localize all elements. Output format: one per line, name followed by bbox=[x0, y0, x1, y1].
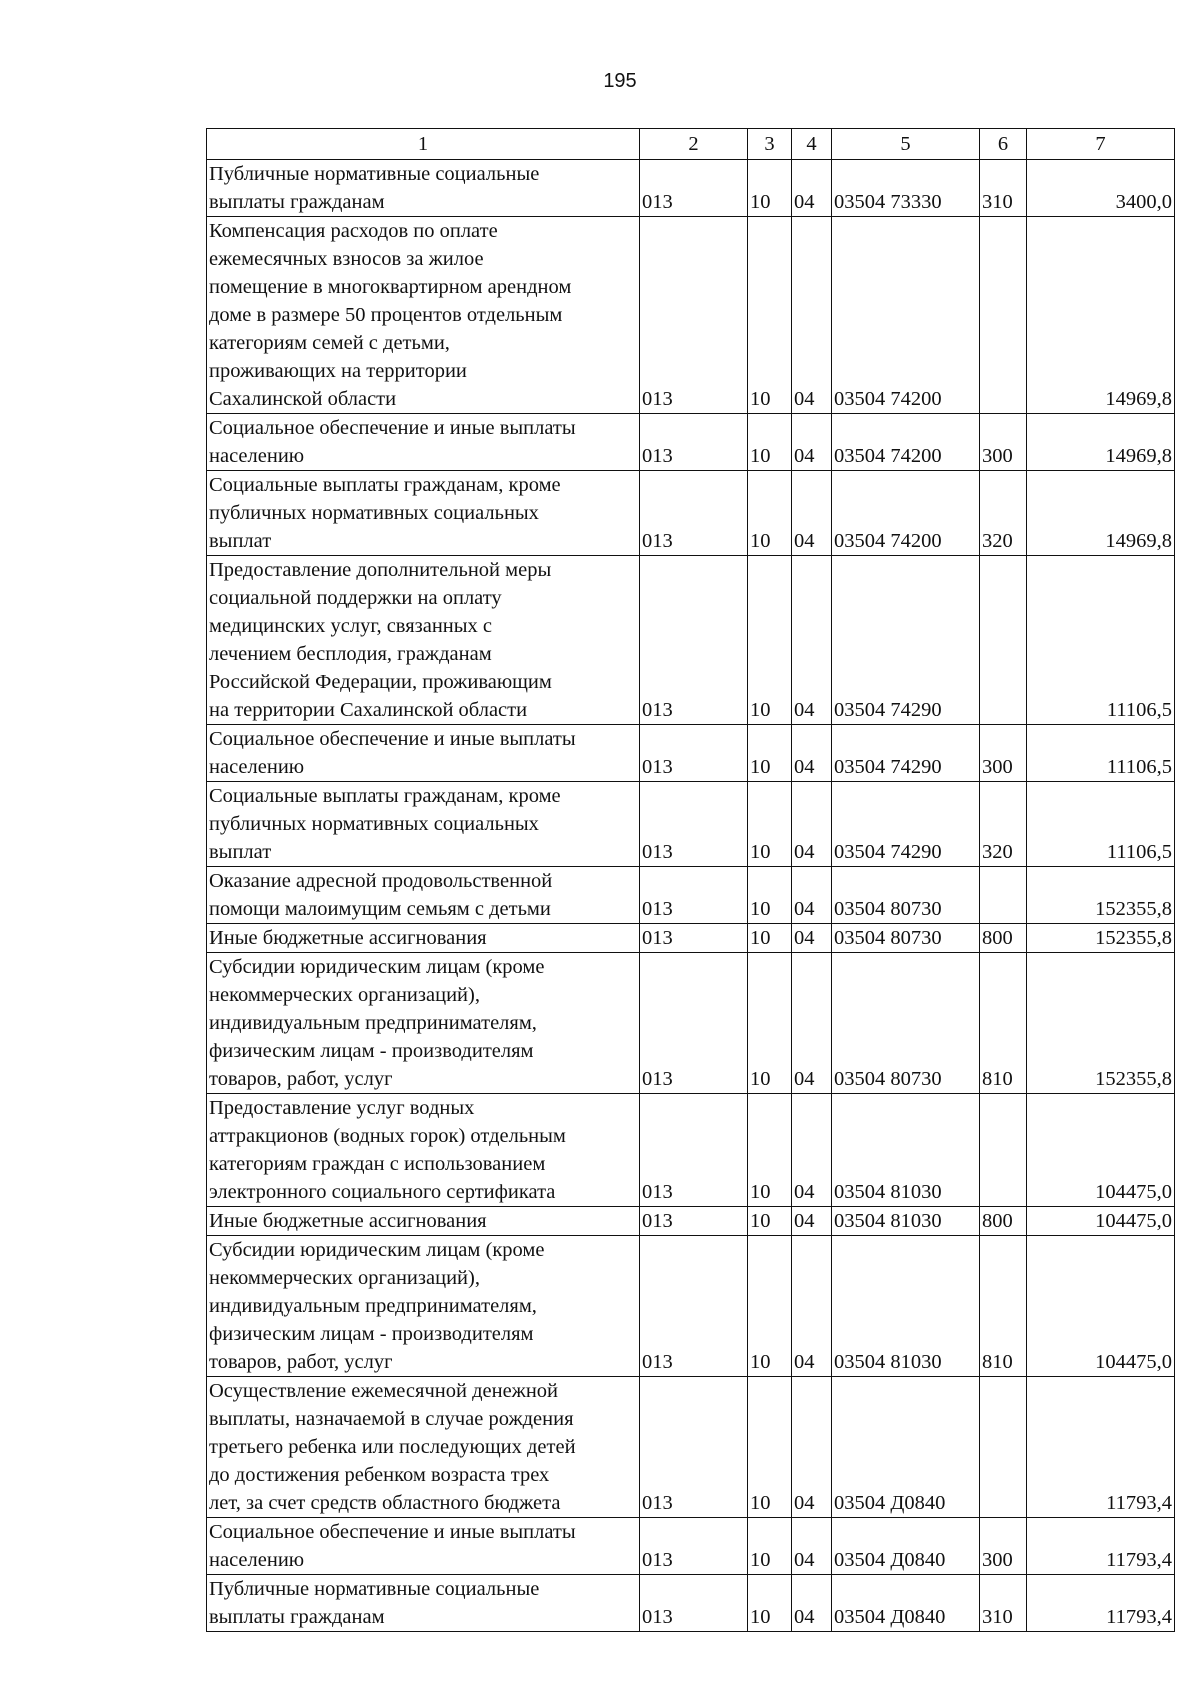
table-row bbox=[207, 1518, 1175, 1575]
row-amount: 14969,8 bbox=[1027, 471, 1175, 556]
row-code-ministry: 013 bbox=[640, 1575, 748, 1632]
row-amount: 11793,4 bbox=[1027, 1518, 1175, 1575]
row-description: Субсидии юридическим лицам (кроме некоммерческих организаций), индивидуальным предпринимателям, физическим лицам - производителям товаров, работ, услуг bbox=[207, 1236, 640, 1377]
row-description: Социальное обеспечение и иные выплаты населению bbox=[207, 1518, 640, 1575]
row-amount: 11106,5 bbox=[1027, 782, 1175, 867]
row-amount: 14969,8 bbox=[1027, 217, 1175, 414]
row-code-expense-type: 800 bbox=[980, 1207, 1027, 1236]
header-cell: 4 bbox=[792, 129, 832, 160]
row-code-ministry: 013 bbox=[640, 953, 748, 1094]
row-code-expense-type: 800 bbox=[980, 924, 1027, 953]
table-row bbox=[207, 1207, 1175, 1236]
header-cell: 7 bbox=[1027, 129, 1175, 160]
row-code-expense-type: 300 bbox=[980, 725, 1027, 782]
row-code-ministry: 013 bbox=[640, 1094, 748, 1207]
table-row bbox=[207, 725, 1175, 782]
row-code-section: 10 bbox=[748, 414, 792, 471]
table-header-row bbox=[207, 129, 1175, 160]
row-code-target: 03504 81030 bbox=[832, 1094, 980, 1207]
row-code-section: 10 bbox=[748, 160, 792, 217]
row-code-section: 10 bbox=[748, 725, 792, 782]
row-description: Иные бюджетные ассигнования bbox=[207, 924, 640, 953]
row-code-section: 10 bbox=[748, 1236, 792, 1377]
row-code-subsection: 04 bbox=[792, 1236, 832, 1377]
row-code-subsection: 04 bbox=[792, 160, 832, 217]
row-description: Социальное обеспечение и иные выплаты населению bbox=[207, 725, 640, 782]
row-amount: 152355,8 bbox=[1027, 953, 1175, 1094]
row-description: Публичные нормативные социальные выплаты гражданам bbox=[207, 1575, 640, 1632]
table-row bbox=[207, 1236, 1175, 1377]
row-code-expense-type bbox=[980, 217, 1027, 414]
row-code-expense-type bbox=[980, 1094, 1027, 1207]
row-code-ministry: 013 bbox=[640, 1236, 748, 1377]
table-row bbox=[207, 1575, 1175, 1632]
row-amount: 104475,0 bbox=[1027, 1207, 1175, 1236]
row-description: Осуществление ежемесячной денежной выплаты, назначаемой в случае рождения третьего ребенка или последующих детей до достижения ребенком возраста трех лет, за счет средств областного бюджета bbox=[207, 1377, 640, 1518]
row-description: Субсидии юридическим лицам (кроме некоммерческих организаций), индивидуальным предпринимателям, физическим лицам - производителям товаров, работ, услуг bbox=[207, 953, 640, 1094]
row-amount: 11793,4 bbox=[1027, 1377, 1175, 1518]
row-code-target: 03504 74290 bbox=[832, 556, 980, 725]
header-cell: 2 bbox=[640, 129, 748, 160]
row-code-expense-type: 320 bbox=[980, 782, 1027, 867]
row-description: Социальные выплаты гражданам, кроме публичных нормативных социальных выплат bbox=[207, 782, 640, 867]
row-amount: 152355,8 bbox=[1027, 867, 1175, 924]
row-code-section: 10 bbox=[748, 1094, 792, 1207]
table-row bbox=[207, 953, 1175, 1094]
page-number: 195 bbox=[603, 70, 637, 92]
header-cell: 3 bbox=[748, 129, 792, 160]
table-row bbox=[207, 217, 1175, 414]
table-row bbox=[207, 160, 1175, 217]
row-amount: 14969,8 bbox=[1027, 414, 1175, 471]
row-code-target: 03504 74200 bbox=[832, 471, 980, 556]
row-amount: 3400,0 bbox=[1027, 160, 1175, 217]
row-code-subsection: 04 bbox=[792, 1207, 832, 1236]
row-code-target: 03504 Д0840 bbox=[832, 1377, 980, 1518]
row-code-target: 03504 80730 bbox=[832, 867, 980, 924]
table-row bbox=[207, 414, 1175, 471]
row-code-section: 10 bbox=[748, 782, 792, 867]
row-code-subsection: 04 bbox=[792, 782, 832, 867]
row-code-target: 03504 74200 bbox=[832, 414, 980, 471]
row-code-expense-type: 310 bbox=[980, 160, 1027, 217]
row-code-target: 03504 74200 bbox=[832, 217, 980, 414]
row-code-subsection: 04 bbox=[792, 1377, 832, 1518]
table-row bbox=[207, 1377, 1175, 1518]
row-code-expense-type: 320 bbox=[980, 471, 1027, 556]
budget-table-body bbox=[207, 129, 1175, 1632]
row-code-section: 10 bbox=[748, 1518, 792, 1575]
table-row bbox=[207, 1094, 1175, 1207]
row-code-subsection: 04 bbox=[792, 414, 832, 471]
row-code-section: 10 bbox=[748, 924, 792, 953]
header-cell: 6 bbox=[980, 129, 1027, 160]
row-code-ministry: 013 bbox=[640, 556, 748, 725]
table-row bbox=[207, 556, 1175, 725]
table-row bbox=[207, 924, 1175, 953]
row-amount: 11106,5 bbox=[1027, 556, 1175, 725]
row-code-expense-type: 300 bbox=[980, 1518, 1027, 1575]
row-amount: 152355,8 bbox=[1027, 924, 1175, 953]
row-code-expense-type: 810 bbox=[980, 1236, 1027, 1377]
row-code-expense-type bbox=[980, 867, 1027, 924]
row-code-subsection: 04 bbox=[792, 1575, 832, 1632]
row-code-ministry: 013 bbox=[640, 1377, 748, 1518]
budget-table bbox=[206, 128, 1175, 1632]
row-amount: 104475,0 bbox=[1027, 1236, 1175, 1377]
row-description: Оказание адресной продовольственной помощи малоимущим семьям с детьми bbox=[207, 867, 640, 924]
row-description: Компенсация расходов по оплате ежемесячных взносов за жилое помещение в многоквартирном арендном доме в размере 50 процентов отдельным категориям семей с детьми, проживающих на территории Сахалинской области bbox=[207, 217, 640, 414]
row-description: Публичные нормативные социальные выплаты гражданам bbox=[207, 160, 640, 217]
row-code-section: 10 bbox=[748, 471, 792, 556]
row-code-target: 03504 81030 bbox=[832, 1207, 980, 1236]
row-code-section: 10 bbox=[748, 1575, 792, 1632]
row-amount: 11106,5 bbox=[1027, 725, 1175, 782]
row-code-section: 10 bbox=[748, 1207, 792, 1236]
row-code-section: 10 bbox=[748, 867, 792, 924]
row-code-expense-type bbox=[980, 1377, 1027, 1518]
header-cell: 5 bbox=[832, 129, 980, 160]
row-code-ministry: 013 bbox=[640, 217, 748, 414]
row-code-target: 03504 74290 bbox=[832, 782, 980, 867]
row-code-subsection: 04 bbox=[792, 725, 832, 782]
row-code-ministry: 013 bbox=[640, 725, 748, 782]
row-amount: 11793,4 bbox=[1027, 1575, 1175, 1632]
row-code-section: 10 bbox=[748, 953, 792, 1094]
row-code-subsection: 04 bbox=[792, 556, 832, 725]
row-code-expense-type: 810 bbox=[980, 953, 1027, 1094]
row-code-ministry: 013 bbox=[640, 1207, 748, 1236]
row-code-target: 03504 80730 bbox=[832, 924, 980, 953]
row-code-subsection: 04 bbox=[792, 924, 832, 953]
row-amount: 104475,0 bbox=[1027, 1094, 1175, 1207]
row-code-subsection: 04 bbox=[792, 1094, 832, 1207]
row-code-section: 10 bbox=[748, 1377, 792, 1518]
row-description: Предоставление услуг водных аттракционов (водных горок) отдельным категориям граждан с использованием электронного социального сертификата bbox=[207, 1094, 640, 1207]
row-code-section: 10 bbox=[748, 217, 792, 414]
row-code-expense-type: 300 bbox=[980, 414, 1027, 471]
row-code-target: 03504 74290 bbox=[832, 725, 980, 782]
table-row bbox=[207, 782, 1175, 867]
row-description: Предоставление дополнительной меры социальной поддержки на оплату медицинских услуг, связанных с лечением бесплодия, гражданам Российской Федерации, проживающим на территории Сахалинской области bbox=[207, 556, 640, 725]
row-code-ministry: 013 bbox=[640, 160, 748, 217]
row-code-target: 03504 Д0840 bbox=[832, 1575, 980, 1632]
row-code-subsection: 04 bbox=[792, 953, 832, 1094]
row-code-ministry: 013 bbox=[640, 471, 748, 556]
row-code-target: 03504 Д0840 bbox=[832, 1518, 980, 1575]
header-cell: 1 bbox=[207, 129, 640, 160]
row-code-target: 03504 73330 bbox=[832, 160, 980, 217]
row-code-target: 03504 80730 bbox=[832, 953, 980, 1094]
row-code-subsection: 04 bbox=[792, 1518, 832, 1575]
table-row bbox=[207, 471, 1175, 556]
row-code-ministry: 013 bbox=[640, 924, 748, 953]
row-description: Социальные выплаты гражданам, кроме публичных нормативных социальных выплат bbox=[207, 471, 640, 556]
row-code-section: 10 bbox=[748, 556, 792, 725]
row-description: Социальное обеспечение и иные выплаты населению bbox=[207, 414, 640, 471]
row-code-subsection: 04 bbox=[792, 867, 832, 924]
row-code-target: 03504 81030 bbox=[832, 1236, 980, 1377]
row-code-expense-type: 310 bbox=[980, 1575, 1027, 1632]
row-code-ministry: 013 bbox=[640, 414, 748, 471]
row-code-ministry: 013 bbox=[640, 782, 748, 867]
row-code-ministry: 013 bbox=[640, 867, 748, 924]
row-description: Иные бюджетные ассигнования bbox=[207, 1207, 640, 1236]
table-row bbox=[207, 867, 1175, 924]
row-code-ministry: 013 bbox=[640, 1518, 748, 1575]
row-code-subsection: 04 bbox=[792, 471, 832, 556]
row-code-expense-type bbox=[980, 556, 1027, 725]
row-code-subsection: 04 bbox=[792, 217, 832, 414]
